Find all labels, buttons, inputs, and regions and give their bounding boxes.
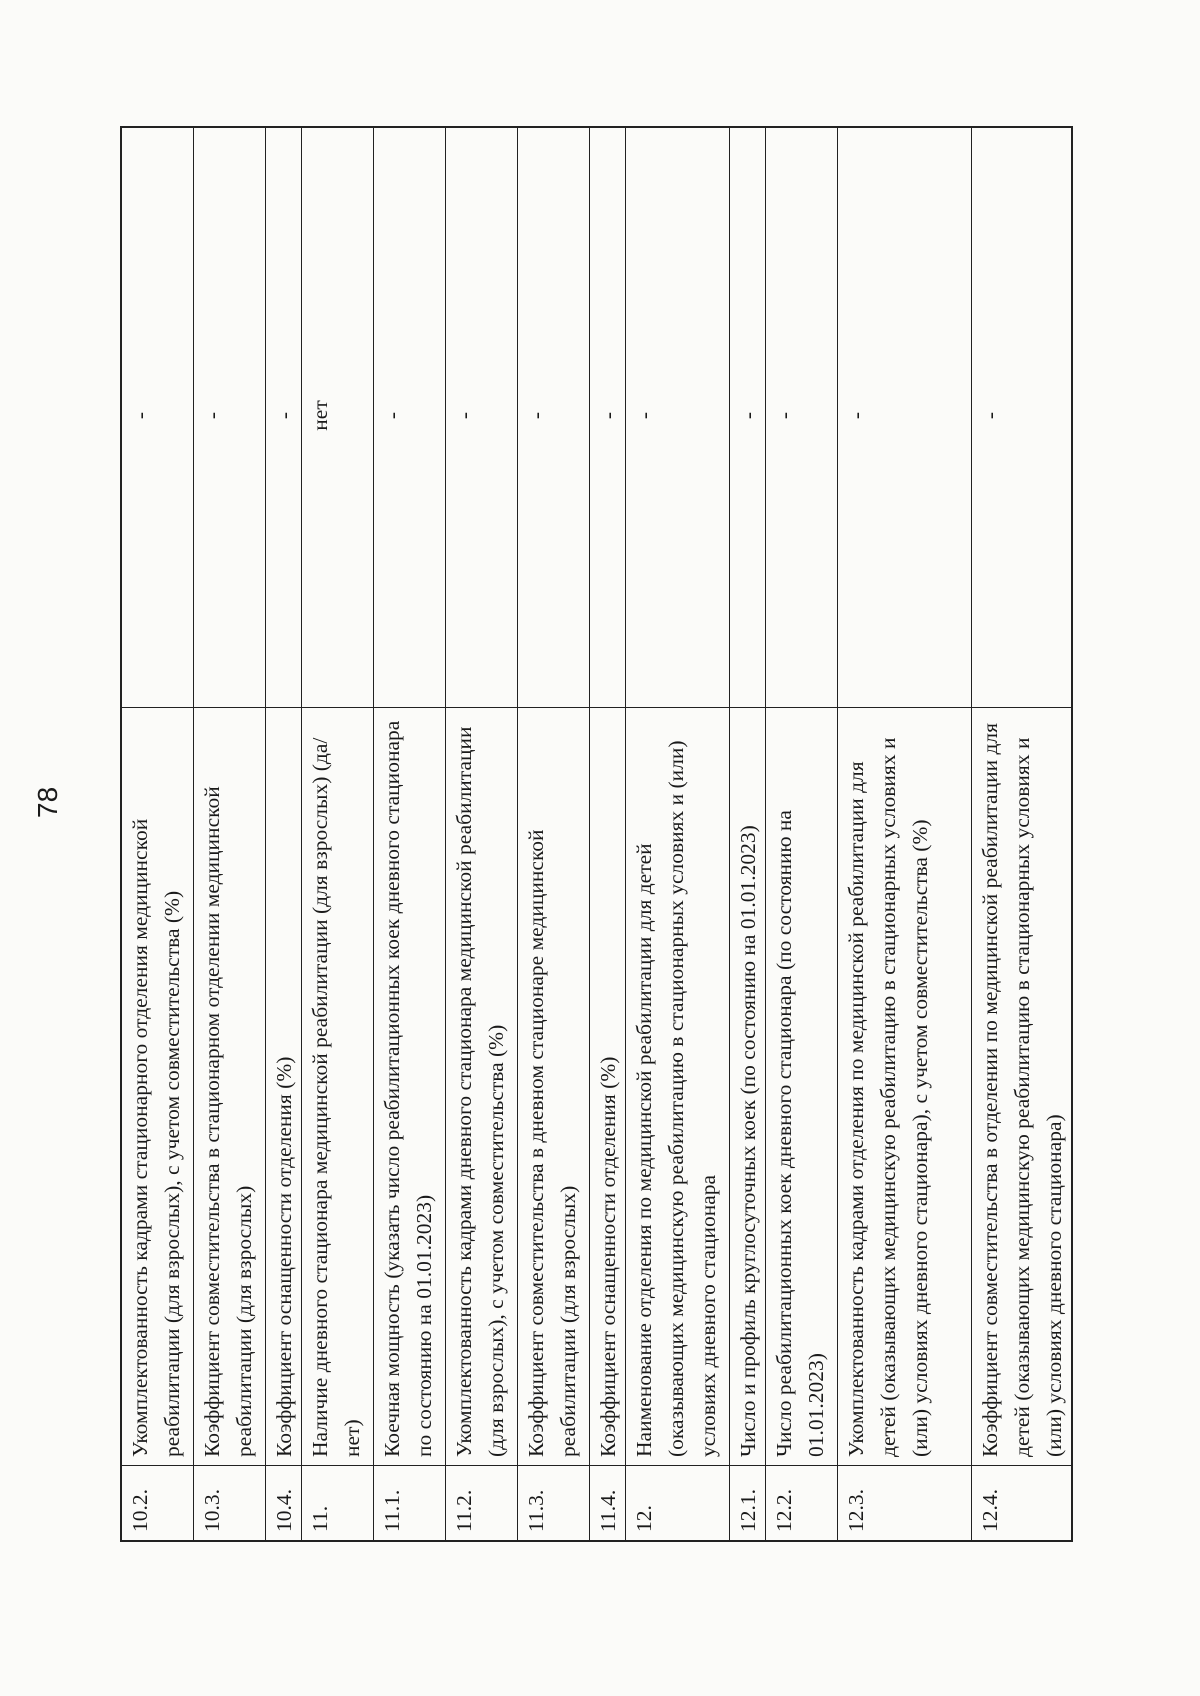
row-description: Коэффициент совместительства в отделении по медицинской реабилитации для детей (оказывающих медицинскую реабилитацию в стационарных условиях и (или) условиях дневного стационара): [971, 708, 1072, 1466]
table-row: [373, 127, 445, 1541]
row-number: 12.1.: [729, 1466, 765, 1542]
row-number: 11.4.: [589, 1466, 625, 1542]
table-row: [121, 127, 193, 1541]
table-row: [625, 127, 729, 1541]
row-description: Число реабилитационных коек дневного стационара (по состоянию на 01.01.2023): [765, 708, 837, 1466]
row-number: 12.3.: [837, 1466, 971, 1542]
table-body: [121, 127, 1072, 1541]
table-row: [301, 127, 373, 1541]
row-value: -: [445, 127, 517, 708]
row-value: -: [121, 127, 193, 708]
row-description: Коечная мощность (указать число реабилитационных коек дневного стационара по состоянию на 01.01.2023): [373, 708, 445, 1466]
row-number: 12.2.: [765, 1466, 837, 1542]
row-value: -: [517, 127, 589, 708]
row-description: Коэффициент совместительства в стационарном отделении медицинской реабилитации (для взрослых): [193, 708, 265, 1466]
row-description: Коэффициент оснащенности отделения (%): [265, 708, 301, 1466]
row-value: -: [837, 127, 971, 708]
row-value: -: [265, 127, 301, 708]
indicators-table: [120, 126, 1073, 1542]
table-row: [193, 127, 265, 1541]
row-number: 11.3.: [517, 1466, 589, 1542]
table-row: [517, 127, 589, 1541]
row-description: Число и профиль круглосуточных коек (по состоянию на 01.01.2023): [729, 708, 765, 1466]
table-row: [445, 127, 517, 1541]
table-row: [765, 127, 837, 1541]
row-number: 11.: [301, 1466, 373, 1542]
row-value: -: [971, 127, 1072, 708]
table-row: [837, 127, 971, 1541]
table-row: [729, 127, 765, 1541]
table-row: [265, 127, 301, 1541]
row-value: -: [765, 127, 837, 708]
row-value: -: [373, 127, 445, 708]
row-number: 10.2.: [121, 1466, 193, 1542]
row-number: 11.1.: [373, 1466, 445, 1542]
row-description: Наименование отделения по медицинской реабилитации для детей (оказывающих медицинскую реабилитацию в стационарных условиях и (или) условиях дневного стационара: [625, 708, 729, 1466]
row-description: Коэффициент оснащенности отделения (%): [589, 708, 625, 1466]
row-value: -: [625, 127, 729, 708]
row-description: Укомплектованность кадрами стационарного отделения медицинской реабилитации (для взрослых), с учетом совместительства (%): [121, 708, 193, 1466]
row-number: 10.4.: [265, 1466, 301, 1542]
row-description: Коэффициент совместительства в дневном стационаре медицинской реабилитации (для взрослых): [517, 708, 589, 1466]
page-number: 78: [32, 786, 63, 818]
row-value: -: [729, 127, 765, 708]
row-value: нет: [301, 127, 373, 708]
row-description: Наличие дневного стационара медицинской реабилитации (для взрослых) (да/нет): [301, 708, 373, 1466]
table-row: [971, 127, 1072, 1541]
row-number: 11.2.: [445, 1466, 517, 1542]
row-number: 12.4.: [971, 1466, 1072, 1542]
rotated-table-container: [120, 126, 1066, 1542]
row-description: Укомплектованность кадрами отделения по медицинской реабилитации для детей (оказывающих медицинскую реабилитацию в стационарных условиях и (или) условиях дневного стационара), с учетом совместительства (%): [837, 708, 971, 1466]
row-value: -: [193, 127, 265, 708]
row-value: -: [589, 127, 625, 708]
row-number: 10.3.: [193, 1466, 265, 1542]
table-row: [589, 127, 625, 1541]
row-number: 12.: [625, 1466, 729, 1542]
row-description: Укомплектованность кадрами дневного стационара медицинской реабилитации (для взрослых), с учетом совместительства (%): [445, 708, 517, 1466]
